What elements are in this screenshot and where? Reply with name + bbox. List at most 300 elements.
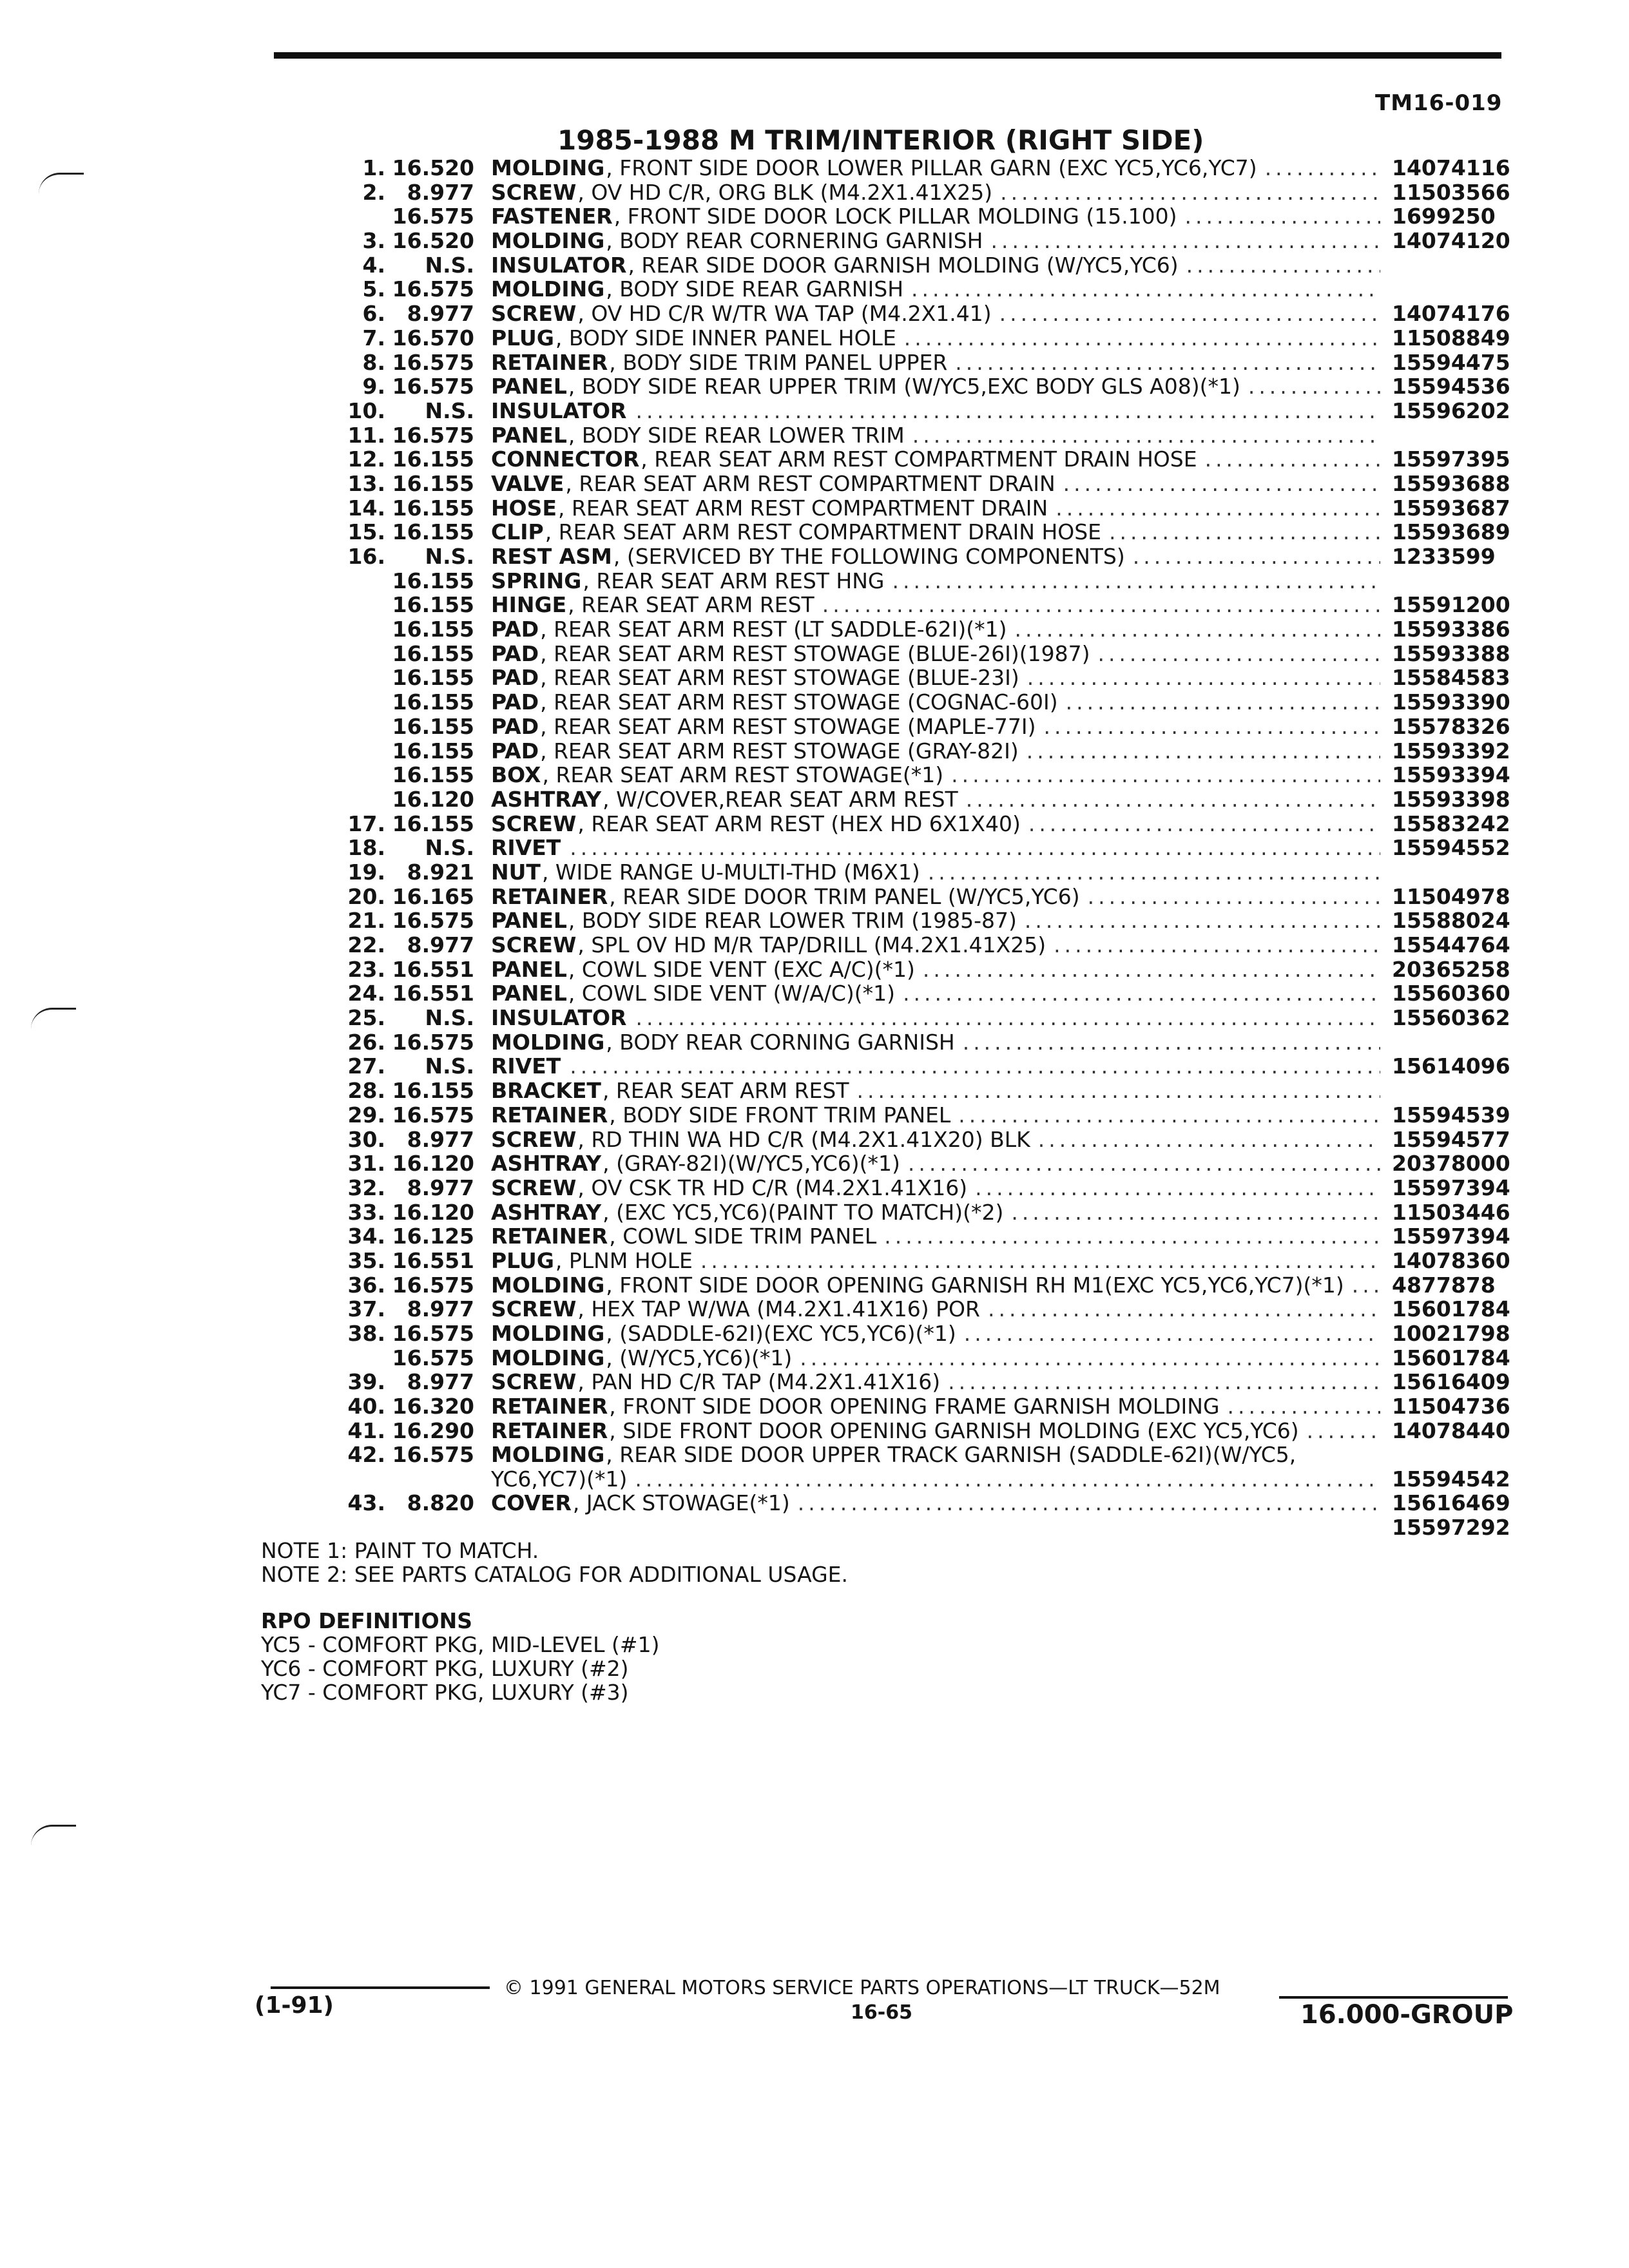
part-name: PAD <box>491 738 539 763</box>
part-row <box>0 787 1629 812</box>
description-line <box>491 1054 1380 1079</box>
part-row <box>0 374 1629 399</box>
part-detail: , BODY REAR CORNING GARNISH <box>606 1030 955 1055</box>
part-number: 14074176 <box>1392 301 1510 327</box>
part-description <box>491 1443 1380 1491</box>
dot-leader <box>904 326 1380 350</box>
part-number: 11503566 <box>1392 179 1510 205</box>
part-number: 15588024 <box>1392 908 1510 934</box>
item-number: 24. <box>347 981 385 1006</box>
part-number: 10021798 <box>1392 1321 1510 1346</box>
group-number: 16.155 <box>392 762 474 788</box>
part-detail: , W/COVER,REAR SEAT ARM REST <box>602 787 958 812</box>
part-number: 15593398 <box>1392 786 1510 812</box>
part-description <box>491 593 1380 617</box>
item-number: 23. <box>347 956 385 982</box>
part-number: 15593386 <box>1392 617 1510 642</box>
part-description <box>491 836 1380 860</box>
part-number: 4877878 <box>1392 1272 1496 1298</box>
group-number: 16.155 <box>392 592 474 618</box>
part-row <box>0 472 1629 496</box>
group-number: 16.155 <box>392 811 474 836</box>
description-line <box>491 763 1380 787</box>
group-number: 16.125 <box>392 1224 474 1249</box>
part-name: MOLDING <box>491 1030 605 1055</box>
part-name: RIVET <box>491 836 561 860</box>
part-name: SCREW <box>491 1175 577 1200</box>
part-number: 14078440 <box>1392 1418 1510 1443</box>
part-name: RETAINER <box>491 1102 608 1128</box>
description-line <box>491 374 1380 399</box>
part-name: PANEL <box>491 908 567 933</box>
part-detail: , BODY SIDE REAR LOWER TRIM (1985-87) <box>568 908 1017 933</box>
description-line <box>491 1249 1380 1273</box>
rpo-definitions <box>261 1609 659 1704</box>
part-number: 15594552 <box>1392 835 1510 861</box>
dot-leader <box>1228 1394 1380 1418</box>
dot-leader <box>1307 1419 1380 1443</box>
description-line <box>491 229 1380 253</box>
item-number: 12. <box>347 447 385 472</box>
part-row <box>0 1224 1629 1249</box>
description-line <box>491 690 1380 715</box>
part-row <box>0 1394 1629 1419</box>
dot-leader <box>948 1370 1380 1394</box>
dot-leader <box>1088 885 1380 908</box>
group-number: 16.575 <box>392 374 474 399</box>
rpo-heading: RPO DEFINITIONS <box>261 1608 473 1633</box>
description-line <box>491 1103 1380 1128</box>
part-name: PAD <box>491 641 539 666</box>
dot-leader <box>923 957 1380 981</box>
group-number: 16.290 <box>392 1418 474 1443</box>
part-detail: , BODY SIDE INNER PANEL HOLE <box>555 325 896 351</box>
part-detail: , REAR SEAT ARM REST STOWAGE (BLUE-23I) <box>540 666 1019 690</box>
item-number: 13. <box>347 470 385 496</box>
dot-leader <box>635 1006 1380 1030</box>
part-number: 15614096 <box>1392 1053 1510 1079</box>
group-number: 16.320 <box>392 1394 474 1419</box>
part-name: BRACKET <box>491 1079 601 1103</box>
description-line <box>491 1151 1380 1176</box>
part-name: MOLDING <box>491 1443 605 1468</box>
part-number: 15593689 <box>1392 519 1510 545</box>
part-row <box>0 544 1629 569</box>
part-description <box>491 617 1380 642</box>
item-number: 43. <box>347 1490 385 1516</box>
part-name: PAD <box>491 690 539 715</box>
part-number: 15597292 <box>1392 1515 1510 1541</box>
group-number: N.S. <box>425 252 474 278</box>
binder-hole-mark <box>31 1825 76 1846</box>
group-number: 16.155 <box>392 617 474 642</box>
item-number: 2. <box>362 179 385 205</box>
part-name: PAD <box>491 666 539 690</box>
part-row <box>0 1491 1629 1515</box>
group-number: 16.575 <box>392 1321 474 1346</box>
description-line <box>491 812 1380 836</box>
part-description <box>491 1394 1380 1419</box>
part-number: 15594536 <box>1392 374 1510 399</box>
description-line <box>491 302 1380 326</box>
part-description <box>491 1321 1380 1346</box>
description-line <box>491 1346 1380 1370</box>
part-detail: , PAN HD C/R TAP (M4.2X1.41X16) <box>577 1370 941 1394</box>
part-description <box>491 472 1380 496</box>
item-number: 32. <box>347 1175 385 1200</box>
part-name: HINGE <box>491 593 567 617</box>
part-row <box>0 617 1629 642</box>
part-description <box>491 1224 1380 1249</box>
dot-leader <box>635 399 1380 423</box>
part-number: 15593388 <box>1392 640 1510 666</box>
part-number: 20378000 <box>1392 1151 1510 1177</box>
part-row <box>0 326 1629 351</box>
group-number: 16.575 <box>392 1345 474 1370</box>
dot-leader <box>1133 544 1380 568</box>
part-description <box>491 180 1380 205</box>
part-description <box>491 520 1380 544</box>
part-row <box>0 1030 1629 1055</box>
part-name: SCREW <box>491 1127 577 1151</box>
part-name: MOLDING <box>491 156 605 180</box>
dot-leader <box>1014 617 1380 641</box>
part-name: HOSE <box>491 495 557 521</box>
part-description <box>491 666 1380 690</box>
part-detail: , WIDE RANGE U-MULTI-THD (M6X1) <box>541 860 920 885</box>
part-description <box>491 1030 1380 1055</box>
part-name: SCREW <box>491 302 577 326</box>
description-line <box>491 399 1380 423</box>
dot-leader <box>1066 690 1380 714</box>
group-number: 16.155 <box>392 689 474 715</box>
item-number: 16. <box>347 544 385 569</box>
part-row <box>0 351 1629 375</box>
part-description <box>491 1491 1380 1515</box>
part-row <box>0 836 1629 860</box>
part-number: 14074120 <box>1392 228 1510 254</box>
part-name: PANEL <box>491 423 567 448</box>
part-detail: , (SERVICED BY THE FOLLOWING COMPONENTS) <box>613 544 1125 569</box>
group-number: 8.977 <box>407 179 474 205</box>
item-number: 8. <box>362 349 385 375</box>
description-line <box>491 1200 1380 1225</box>
part-name: RETAINER <box>491 1418 608 1443</box>
part-detail: , BODY REAR CORNERING GARNISH <box>606 229 983 253</box>
notes <box>261 1539 848 1586</box>
part-number: 15593688 <box>1392 470 1510 496</box>
dot-leader <box>958 1103 1380 1127</box>
part-description <box>491 739 1380 764</box>
part-detail: , REAR SEAT ARM REST STOWAGE (BLUE-26I)(1987) <box>540 641 1090 666</box>
dot-leader <box>1028 812 1380 836</box>
group-number: 16.575 <box>392 1102 474 1128</box>
part-name: SCREW <box>491 811 577 836</box>
part-name: INSULATOR <box>491 1006 627 1030</box>
description-line <box>491 423 1380 448</box>
item-number: 36. <box>347 1272 385 1298</box>
part-name: PANEL <box>491 957 567 982</box>
description-line <box>491 569 1380 593</box>
group-number: 16.120 <box>392 1151 474 1177</box>
part-row <box>0 253 1629 278</box>
part-description <box>491 374 1380 399</box>
description-line <box>491 1370 1380 1394</box>
part-name: CLIP <box>491 520 544 544</box>
part-row <box>0 1054 1629 1079</box>
dot-leader <box>975 1176 1380 1200</box>
part-name: INSULATOR <box>491 398 627 423</box>
part-row <box>0 520 1629 544</box>
description-line <box>491 351 1380 375</box>
part-detail: , BODY SIDE FRONT TRIM PANEL <box>609 1102 951 1128</box>
description-line <box>491 787 1380 812</box>
part-name: PAD <box>491 714 539 739</box>
description-line <box>491 326 1380 351</box>
group-number: 16.551 <box>392 956 474 982</box>
item-number: 41. <box>347 1418 385 1443</box>
part-description <box>491 496 1380 521</box>
dot-leader <box>955 351 1380 374</box>
group-number: 16.551 <box>392 981 474 1006</box>
part-row <box>0 399 1629 423</box>
group-number: 16.155 <box>392 665 474 691</box>
part-number: 15591200 <box>1392 592 1510 618</box>
part-number: 1699250 <box>1392 204 1496 229</box>
item-number: 7. <box>362 325 385 351</box>
part-row <box>0 447 1629 472</box>
item-number: 18. <box>347 835 385 861</box>
part-description <box>491 1128 1380 1152</box>
part-detail: , REAR SEAT ARM REST <box>602 1079 849 1103</box>
part-number: 15616409 <box>1392 1369 1510 1395</box>
description-line <box>491 447 1380 472</box>
part-detail: , FRONT SIDE DOOR OPENING GARNISH RH M1(EXC YC5,YC6,YC7)(*1) <box>606 1273 1344 1298</box>
revision-date: (1-91) <box>255 1992 334 2019</box>
dot-leader <box>1205 447 1380 471</box>
group-number: 16.520 <box>392 228 474 254</box>
item-number: 5. <box>362 276 385 302</box>
part-detail: , REAR SEAT ARM REST (LT SADDLE-62I)(*1) <box>540 617 1007 642</box>
dot-leader <box>1063 472 1380 495</box>
part-row <box>0 204 1629 229</box>
group-number: 8.921 <box>407 859 474 885</box>
dot-leader <box>912 423 1380 447</box>
part-row <box>0 1443 1629 1491</box>
part-number: 15596202 <box>1392 398 1510 423</box>
page-number: 16-65 <box>851 2001 912 2024</box>
part-number: 15597395 <box>1392 447 1510 472</box>
description-line <box>491 520 1380 544</box>
part-detail: , OV CSK TR HD C/R (M4.2X1.41X16) <box>577 1175 968 1200</box>
dot-leader <box>822 593 1380 617</box>
dot-leader <box>1097 642 1380 666</box>
dot-leader <box>1352 1273 1380 1297</box>
part-row <box>0 1515 1629 1540</box>
part-row <box>0 1297 1629 1321</box>
part-name: FASTENER <box>491 204 613 229</box>
description-line <box>491 715 1380 739</box>
group-number: 8.977 <box>407 1175 474 1200</box>
part-detail: , REAR SEAT ARM REST HNG <box>583 568 885 593</box>
description-line <box>491 1128 1380 1152</box>
group-number: 16.155 <box>392 1078 474 1104</box>
dot-leader <box>903 981 1380 1005</box>
part-row <box>0 666 1629 690</box>
part-number: 15578326 <box>1392 713 1510 739</box>
part-detail: , BODY SIDE REAR GARNISH <box>606 277 904 302</box>
part-number: 15616469 <box>1392 1490 1510 1516</box>
description-line <box>491 277 1380 302</box>
footer-rule <box>271 1986 490 1989</box>
group-number: 16.155 <box>392 568 474 593</box>
part-description <box>491 277 1380 302</box>
part-description <box>491 908 1380 933</box>
dot-leader <box>990 229 1380 253</box>
part-description <box>491 787 1380 812</box>
part-description <box>491 399 1380 423</box>
group-number: 16.520 <box>392 155 474 180</box>
part-description <box>491 1249 1380 1273</box>
description-line <box>491 253 1380 278</box>
description-line <box>491 1006 1380 1030</box>
item-number: 30. <box>347 1126 385 1152</box>
part-detail: , JACK STOWAGE(*1) <box>572 1491 790 1515</box>
part-detail: , BODY SIDE TRIM PANEL UPPER <box>609 350 948 374</box>
group-number: 16.575 <box>392 422 474 448</box>
part-number: 15597394 <box>1392 1175 1510 1200</box>
part-number: 15593687 <box>1392 495 1510 521</box>
part-number: 15583242 <box>1392 811 1510 836</box>
note-2: NOTE 2: SEE PARTS CATALOG FOR ADDITIONAL USAGE. <box>261 1562 848 1587</box>
part-row <box>0 423 1629 448</box>
item-number: 40. <box>347 1394 385 1419</box>
part-description <box>491 1273 1380 1298</box>
part-description <box>491 715 1380 739</box>
group-number: 16.155 <box>392 519 474 545</box>
part-row <box>0 908 1629 933</box>
part-number: 15593394 <box>1392 762 1510 788</box>
part-name: BOX <box>491 763 541 787</box>
group-number: 16.155 <box>392 713 474 739</box>
group-number: 16.575 <box>392 908 474 934</box>
part-description <box>491 204 1380 229</box>
part-detail: , REAR SEAT ARM REST COMPARTMENT DRAIN HOSE <box>545 520 1102 544</box>
description-line <box>491 1079 1380 1103</box>
item-number: 34. <box>347 1224 385 1249</box>
part-row <box>0 739 1629 764</box>
part-number: 11503446 <box>1392 1199 1510 1225</box>
group-number: N.S. <box>425 398 474 423</box>
part-description <box>491 351 1380 375</box>
item-number: 17. <box>347 811 385 836</box>
description-line <box>491 204 1380 229</box>
group-number: 8.977 <box>407 1126 474 1152</box>
description-line <box>491 496 1380 521</box>
description-line <box>491 593 1380 617</box>
part-number: 15584583 <box>1392 665 1510 691</box>
part-name: MOLDING <box>491 229 605 253</box>
part-name: RIVET <box>491 1054 561 1079</box>
part-row <box>0 1079 1629 1103</box>
description-line <box>491 933 1380 957</box>
item-number: 20. <box>347 883 385 909</box>
part-detail: , REAR SEAT ARM REST STOWAGE (MAPLE-77I) <box>540 714 1036 739</box>
dot-leader <box>570 1054 1380 1078</box>
part-description <box>491 1370 1380 1394</box>
footer-rule <box>1279 1996 1508 1999</box>
part-number: 20365258 <box>1392 956 1510 982</box>
part-name: SCREW <box>491 1297 577 1321</box>
part-number: 15597394 <box>1392 1224 1510 1249</box>
description-line <box>491 1321 1380 1346</box>
part-description <box>491 1419 1380 1443</box>
part-description <box>491 690 1380 715</box>
item-number: 19. <box>347 859 385 885</box>
part-row <box>0 933 1629 957</box>
group-number: N.S. <box>425 835 474 861</box>
part-number: 15560360 <box>1392 981 1510 1006</box>
part-description <box>491 933 1380 957</box>
part-description <box>491 544 1380 569</box>
part-detail: , REAR SIDE DOOR UPPER TRACK GARNISH (SADDLE-62I)(W/YC5, <box>606 1443 1296 1468</box>
item-number: 6. <box>362 301 385 327</box>
group-number: 16.575 <box>392 1272 474 1298</box>
dot-leader <box>1248 374 1380 398</box>
part-name: MOLDING <box>491 277 605 302</box>
part-number: 15593390 <box>1392 689 1510 715</box>
item-number: 31. <box>347 1151 385 1177</box>
item-number: 3. <box>362 228 385 254</box>
part-row <box>0 1176 1629 1200</box>
part-description <box>491 957 1380 982</box>
part-detail: , OV HD C/R, ORG BLK (M4.2X1.41X25) <box>577 180 993 205</box>
dot-leader <box>988 1297 1380 1321</box>
part-description <box>491 569 1380 593</box>
rpo-line-yc6: YC6 - COMFORT PKG, LUXURY (#2) <box>261 1656 629 1681</box>
group-number: 16.155 <box>392 495 474 521</box>
group-number: 16.575 <box>392 276 474 302</box>
part-name: SPRING <box>491 568 582 593</box>
group-number: 16.575 <box>392 349 474 375</box>
part-number: 1233599 <box>1392 544 1496 569</box>
top-rule <box>274 52 1501 59</box>
part-row <box>0 1006 1629 1030</box>
part-description <box>491 981 1380 1006</box>
part-description <box>491 1054 1380 1079</box>
item-number: 1. <box>362 155 385 180</box>
part-description <box>491 156 1380 180</box>
parts-list <box>0 156 1629 1540</box>
group-number: N.S. <box>425 1053 474 1079</box>
dot-leader <box>1265 156 1380 180</box>
dot-leader <box>800 1346 1380 1370</box>
part-name: ASHTRAY <box>491 787 602 812</box>
dot-leader <box>1109 520 1380 544</box>
part-name: MOLDING <box>491 1273 605 1298</box>
part-name: PLUG <box>491 1248 554 1273</box>
part-description <box>491 1346 1380 1370</box>
part-row <box>0 715 1629 739</box>
part-number: 15594539 <box>1392 1102 1510 1128</box>
dot-leader <box>1055 496 1380 520</box>
group-number: 16.120 <box>392 1199 474 1225</box>
part-row <box>0 957 1629 982</box>
part-name: PAD <box>491 617 539 642</box>
group-number: 16.575 <box>392 204 474 229</box>
part-row <box>0 1370 1629 1394</box>
description-line <box>491 1467 1380 1492</box>
